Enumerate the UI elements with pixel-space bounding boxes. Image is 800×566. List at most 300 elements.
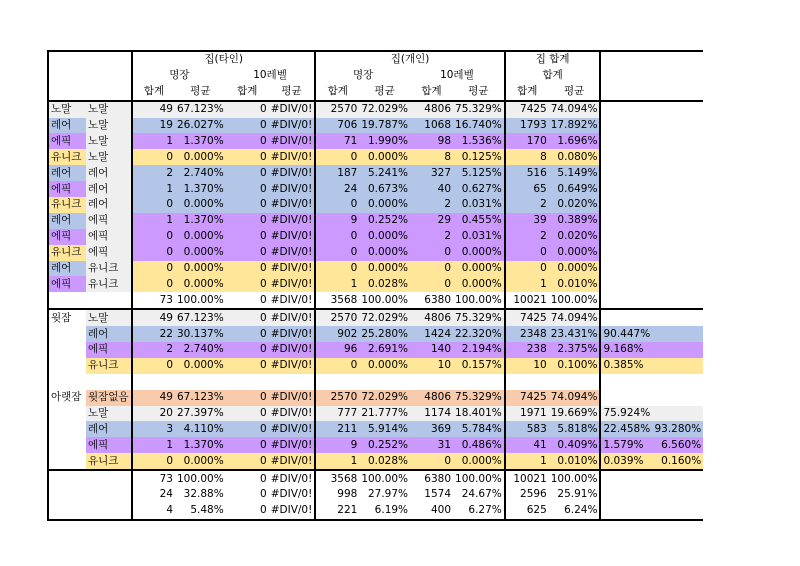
ratio-cell: 0.160% <box>652 453 703 470</box>
section-label <box>48 437 86 453</box>
value-cell: 10 <box>410 358 453 374</box>
value-cell: 1 <box>315 453 359 470</box>
row-label-b: 레어 <box>86 165 132 181</box>
row-label-a: 에픽 <box>48 276 86 292</box>
value-cell: 0.252% <box>359 213 410 229</box>
value-cell: 7425 <box>505 309 549 326</box>
value-cell: 0.409% <box>549 437 601 453</box>
value-cell: 0.000% <box>175 229 226 245</box>
value-cell: 0.000% <box>359 229 410 245</box>
column-header-avg: 평균 <box>549 84 601 101</box>
value-cell: 100.00% <box>359 292 410 309</box>
value-cell: 0 <box>132 276 175 292</box>
value-cell: 100.00% <box>361 472 409 485</box>
value-cell: 3 <box>132 421 175 437</box>
value-cell: #DIV/0! <box>269 358 316 374</box>
value-cell: 0 <box>226 406 269 422</box>
subheader-myeongjang-gaein: 명장 <box>353 69 374 82</box>
value-cell: 625 <box>505 503 549 520</box>
value-cell: 0 <box>410 453 453 470</box>
value-cell: 0 <box>226 453 269 470</box>
ratio-cell <box>600 165 652 181</box>
empty-cell <box>652 470 703 487</box>
value-cell: 100.00% <box>549 292 601 309</box>
table-row <box>48 245 703 261</box>
section-label: 윗잠 <box>48 309 86 326</box>
ratio-cell <box>652 133 703 149</box>
value-cell: 10021 <box>505 292 549 309</box>
value-cell: 2.691% <box>359 342 410 358</box>
value-cell: 19.787% <box>359 118 410 134</box>
value-cell: 21.777% <box>359 406 410 422</box>
section-label <box>48 342 86 358</box>
value-cell: 22.320% <box>453 326 505 342</box>
value-cell: 19 <box>132 118 175 134</box>
value-cell: 140 <box>410 342 453 358</box>
value-cell: 17.892% <box>549 118 601 134</box>
value-cell: 49 <box>132 390 175 406</box>
row-label-b: 노말 <box>86 149 132 165</box>
empty-cell <box>652 503 703 520</box>
total-row <box>48 292 703 309</box>
table-row <box>48 165 703 181</box>
value-cell: 2 <box>410 229 453 245</box>
value-cell: 0 <box>226 292 269 309</box>
value-cell: 23.431% <box>549 326 601 342</box>
ratio-cell <box>652 149 703 165</box>
value-cell: 2 <box>505 197 549 213</box>
value-cell: 75.329% <box>453 101 505 118</box>
value-cell: 27.397% <box>175 406 226 422</box>
section-label <box>48 358 86 374</box>
ratio-cell <box>600 229 652 245</box>
empty-cell <box>48 470 86 487</box>
table-row <box>48 149 703 165</box>
value-cell: 0.000% <box>453 261 505 277</box>
row-label-a: 노말 <box>48 101 86 118</box>
empty-cell <box>359 374 410 390</box>
ratio-cell <box>600 261 652 277</box>
table-row <box>48 133 703 149</box>
row-label-a: 에픽 <box>48 181 86 197</box>
empty-cell <box>505 374 549 390</box>
value-cell: 8 <box>410 149 453 165</box>
ratio-cell <box>600 245 652 261</box>
ratio-cell: 93.280% <box>652 421 703 437</box>
value-cell: 1793 <box>505 118 549 134</box>
value-cell: 0 <box>410 245 453 261</box>
table-row <box>48 229 703 245</box>
row-label-a: 유니크 <box>48 149 86 165</box>
value-cell: 1068 <box>410 118 453 134</box>
value-cell: #DIV/0! <box>269 101 316 118</box>
value-cell: 31 <box>410 437 453 453</box>
ratio-cell <box>600 390 652 406</box>
value-cell: 0.389% <box>549 213 601 229</box>
value-cell: 0 <box>132 358 175 374</box>
empty-cell <box>600 374 652 390</box>
value-cell: 3568 <box>330 472 358 485</box>
value-cell: 0.000% <box>359 197 410 213</box>
value-cell: #DIV/0! <box>269 197 316 213</box>
value-cell: 4806 <box>410 390 453 406</box>
value-cell: 1 <box>132 181 175 197</box>
row-label-b: 노말 <box>86 309 132 326</box>
value-cell: 74.094% <box>549 309 601 326</box>
value-cell: 24 <box>315 181 359 197</box>
value-cell: 27.97% <box>367 488 409 501</box>
footer-row <box>48 503 703 520</box>
value-cell: 706 <box>315 118 359 134</box>
ratio-cell <box>652 101 703 118</box>
value-cell: 73 <box>132 292 175 309</box>
value-cell: 0 <box>226 165 269 181</box>
ratio-cell <box>600 309 652 326</box>
value-cell: 4806 <box>410 101 453 118</box>
value-cell: 75.329% <box>453 309 505 326</box>
value-cell: 7425 <box>505 101 549 118</box>
value-cell: #DIV/0! <box>269 292 316 309</box>
value-cell: 0 <box>410 261 453 277</box>
value-cell: #DIV/0! <box>269 421 316 437</box>
value-cell: 0.000% <box>175 261 226 277</box>
value-cell: 902 <box>315 326 359 342</box>
row-label-b: 유니크 <box>86 453 132 470</box>
value-cell: 4 <box>132 503 175 520</box>
value-cell: 0 <box>315 245 359 261</box>
value-cell: #DIV/0! <box>269 390 316 406</box>
row-label-b: 레어 <box>86 421 132 437</box>
empty-cell <box>226 374 269 390</box>
value-cell: 65 <box>505 181 549 197</box>
value-cell: #DIV/0! <box>269 118 316 134</box>
empty-cell <box>48 292 86 309</box>
row-label-b: 에픽 <box>86 342 132 358</box>
value-cell: 41 <box>505 437 549 453</box>
value-cell: 0.010% <box>549 453 601 470</box>
value-cell: 1174 <box>410 406 453 422</box>
value-cell: 2 <box>132 165 175 181</box>
value-cell: 5.48% <box>175 503 226 520</box>
value-cell: 0.673% <box>359 181 410 197</box>
value-cell: 67.123% <box>175 101 226 118</box>
value-cell: #DIV/0! <box>269 276 316 292</box>
value-cell: 0 <box>226 437 269 453</box>
value-cell: 9 <box>315 437 359 453</box>
ratio-cell <box>600 213 652 229</box>
empty-cell <box>652 487 703 503</box>
empty-cell <box>48 374 86 390</box>
value-cell: 1.696% <box>549 133 601 149</box>
column-header-avg: 평균 <box>175 84 226 101</box>
empty-cell <box>600 84 652 101</box>
subheader-hapgye: 합계 <box>505 68 601 84</box>
row-label-b: 노말 <box>86 101 132 118</box>
header-row-sub <box>48 68 703 84</box>
value-cell: 0.000% <box>175 276 226 292</box>
value-cell: 2570 <box>315 101 359 118</box>
value-cell: 1424 <box>410 326 453 342</box>
value-cell: 0 <box>505 245 549 261</box>
ratio-cell <box>652 292 703 309</box>
column-header-sum: 합계 <box>505 84 549 101</box>
value-cell: 5.784% <box>453 421 505 437</box>
empty-cell <box>453 374 505 390</box>
empty-cell <box>48 487 86 503</box>
table-row <box>48 406 703 422</box>
value-cell: 211 <box>315 421 359 437</box>
ratio-cell <box>652 118 703 134</box>
value-cell: 5.914% <box>359 421 410 437</box>
value-cell: 1 <box>505 276 549 292</box>
value-cell: 0 <box>226 261 269 277</box>
spacer-row <box>48 374 703 390</box>
value-cell: 25.280% <box>359 326 410 342</box>
value-cell: 1 <box>315 276 359 292</box>
value-cell: 0 <box>315 261 359 277</box>
value-cell: 0.125% <box>453 149 505 165</box>
value-cell: 0.000% <box>359 261 410 277</box>
value-cell: 6380 <box>424 472 452 485</box>
row-label-b: 레어 <box>86 181 132 197</box>
value-cell: 96 <box>315 342 359 358</box>
value-cell: 20 <box>132 406 175 422</box>
value-cell: 0.031% <box>453 229 505 245</box>
value-cell: 1 <box>132 213 175 229</box>
value-cell: 8 <box>505 149 549 165</box>
group-header-total: 집 합계 <box>505 51 601 68</box>
value-cell: 0 <box>132 229 175 245</box>
empty-cell <box>175 374 226 390</box>
value-cell: 0.000% <box>359 245 410 261</box>
value-cell: 0 <box>315 197 359 213</box>
value-cell: 0.020% <box>549 197 601 213</box>
subheader-10level-gaein: 10레벨 <box>410 68 505 84</box>
value-cell: 0.100% <box>549 358 601 374</box>
value-cell: 2570 <box>315 390 359 406</box>
value-cell: 0.028% <box>359 453 410 470</box>
header-row-groups <box>48 51 703 68</box>
table-row <box>48 309 703 326</box>
value-cell: 2.740% <box>175 342 226 358</box>
row-label-a: 레어 <box>48 118 86 134</box>
value-cell: 0 <box>226 276 269 292</box>
value-cell: #DIV/0! <box>269 165 316 181</box>
value-cell: 0 <box>260 488 267 501</box>
value-cell: 0 <box>226 101 269 118</box>
value-cell: 100.00% <box>549 470 601 487</box>
table-row <box>48 101 703 118</box>
value-cell: #DIV/0! <box>269 261 316 277</box>
value-cell: 100.00% <box>175 292 226 309</box>
ratio-cell: 90.447% <box>600 326 652 342</box>
value-cell: 39 <box>505 213 549 229</box>
value-cell: #DIV/0! <box>269 453 316 470</box>
value-cell: 0.000% <box>453 453 505 470</box>
value-cell: 24 <box>159 488 173 501</box>
value-cell: 0.028% <box>359 276 410 292</box>
row-label-a: 레어 <box>48 261 86 277</box>
value-cell: 1.370% <box>175 181 226 197</box>
value-cell: 0 <box>132 197 175 213</box>
value-cell: #DIV/0! <box>269 326 316 342</box>
value-cell: #DIV/0! <box>269 503 316 520</box>
row-label-a: 에픽 <box>48 133 86 149</box>
empty-cell <box>86 470 132 487</box>
value-cell: #DIV/0! <box>269 487 316 503</box>
empty-cell <box>652 374 703 390</box>
table-row <box>48 342 703 358</box>
ratio-cell <box>600 181 652 197</box>
row-label-b: 에픽 <box>86 229 132 245</box>
row-label-b: 윗잠없음 <box>86 390 132 406</box>
value-cell: #DIV/0! <box>269 406 316 422</box>
value-cell: 0 <box>226 326 269 342</box>
empty-cell <box>86 374 132 390</box>
value-cell: 777 <box>315 406 359 422</box>
row-label-a: 유니크 <box>48 245 86 261</box>
value-cell: 5.241% <box>359 165 410 181</box>
ratio-cell <box>652 165 703 181</box>
value-cell: 0.157% <box>453 358 505 374</box>
empty-cell <box>86 503 132 520</box>
row-label-b: 노말 <box>86 406 132 422</box>
value-cell: 32.88% <box>183 488 224 501</box>
value-cell: #DIV/0! <box>269 133 316 149</box>
value-cell: 29 <box>410 213 453 229</box>
value-cell: 0 <box>505 261 549 277</box>
value-cell: 73 <box>159 472 173 485</box>
value-cell: 0 <box>226 421 269 437</box>
value-cell: 369 <box>410 421 453 437</box>
value-cell: 6.27% <box>453 503 505 520</box>
row-label-a: 레어 <box>48 165 86 181</box>
ratio-cell <box>652 229 703 245</box>
value-cell: 0.000% <box>549 245 601 261</box>
value-cell: 26.027% <box>175 118 226 134</box>
value-cell: 67.123% <box>175 390 226 406</box>
value-cell: 327 <box>410 165 453 181</box>
footer-row <box>48 470 703 487</box>
value-cell: 10021 <box>513 472 547 485</box>
ratio-cell: 75.924% <box>600 406 652 422</box>
value-cell: 22 <box>132 326 175 342</box>
ratio-cell <box>652 261 703 277</box>
value-cell: 100.00% <box>177 472 224 485</box>
column-header-avg: 평균 <box>453 84 505 101</box>
value-cell: 0 <box>226 118 269 134</box>
value-cell: 74.094% <box>549 101 601 118</box>
ratio-cell: 9.168% <box>600 342 652 358</box>
ratio-cell <box>652 406 703 422</box>
table-row <box>48 326 703 342</box>
section-label <box>48 326 86 342</box>
table-row <box>48 453 703 470</box>
value-cell: 221 <box>315 503 359 520</box>
column-header-sum: 합계 <box>410 84 453 101</box>
value-cell: 0 <box>315 149 359 165</box>
row-label-a: 에픽 <box>48 229 86 245</box>
table-row <box>48 358 703 374</box>
value-cell: 0 <box>226 181 269 197</box>
ratio-cell <box>600 118 652 134</box>
value-cell: 5.125% <box>453 165 505 181</box>
ratio-cell: 0.385% <box>600 358 652 374</box>
value-cell: 0.000% <box>175 358 226 374</box>
subheader-10level-tain: 10레벨 <box>226 68 316 84</box>
value-cell: 0 <box>260 472 267 485</box>
value-cell: 0.000% <box>175 245 226 261</box>
empty-cell <box>600 487 652 503</box>
value-cell: 49 <box>132 101 175 118</box>
ratio-cell <box>600 276 652 292</box>
value-cell: 2570 <box>315 309 359 326</box>
empty-cell <box>652 84 703 101</box>
empty-cell <box>410 374 453 390</box>
value-cell: 0 <box>226 503 269 520</box>
value-cell: #DIV/0! <box>269 213 316 229</box>
value-cell: 30.137% <box>175 326 226 342</box>
value-cell: 1 <box>132 133 175 149</box>
value-cell: 6.24% <box>549 503 601 520</box>
value-cell: 98 <box>410 133 453 149</box>
value-cell: 7425 <box>505 390 549 406</box>
empty-cell <box>315 374 359 390</box>
section-label <box>48 453 86 470</box>
value-cell: 2.740% <box>175 165 226 181</box>
value-cell: 2.194% <box>453 342 505 358</box>
value-cell: 5.149% <box>549 165 601 181</box>
row-label-b: 유니크 <box>86 358 132 374</box>
value-cell: #DIV/0! <box>269 181 316 197</box>
value-cell: 0.000% <box>175 453 226 470</box>
value-cell: 0.486% <box>453 437 505 453</box>
value-cell: #DIV/0! <box>269 245 316 261</box>
row-label-b: 유니크 <box>86 261 132 277</box>
column-header-avg: 평균 <box>359 84 410 101</box>
value-cell: #DIV/0! <box>269 309 316 326</box>
empty-cell <box>86 487 132 503</box>
value-cell: 0.020% <box>549 229 601 245</box>
table-row <box>48 261 703 277</box>
empty-cell <box>86 292 132 309</box>
value-cell: 0 <box>226 229 269 245</box>
value-cell: 0 <box>226 149 269 165</box>
ratio-cell <box>652 245 703 261</box>
ratio-cell: 6.560% <box>652 437 703 453</box>
value-cell: 2 <box>132 342 175 358</box>
value-cell: 0 <box>410 276 453 292</box>
section-label <box>48 406 86 422</box>
value-cell: 100.00% <box>453 292 505 309</box>
value-cell: 71 <box>315 133 359 149</box>
value-cell: 0 <box>226 390 269 406</box>
value-cell: 0 <box>315 358 359 374</box>
ratio-cell <box>652 181 703 197</box>
value-cell: 238 <box>505 342 549 358</box>
footer-row <box>48 487 703 503</box>
value-cell: 0 <box>226 133 269 149</box>
value-cell: 0 <box>226 197 269 213</box>
value-cell: 2 <box>505 229 549 245</box>
table-row <box>48 181 703 197</box>
ratio-cell <box>652 197 703 213</box>
value-cell: 6.19% <box>359 503 410 520</box>
column-header-sum: 합계 <box>226 84 269 101</box>
table-row <box>48 390 703 406</box>
value-cell: 0.252% <box>359 437 410 453</box>
value-cell: 516 <box>505 165 549 181</box>
